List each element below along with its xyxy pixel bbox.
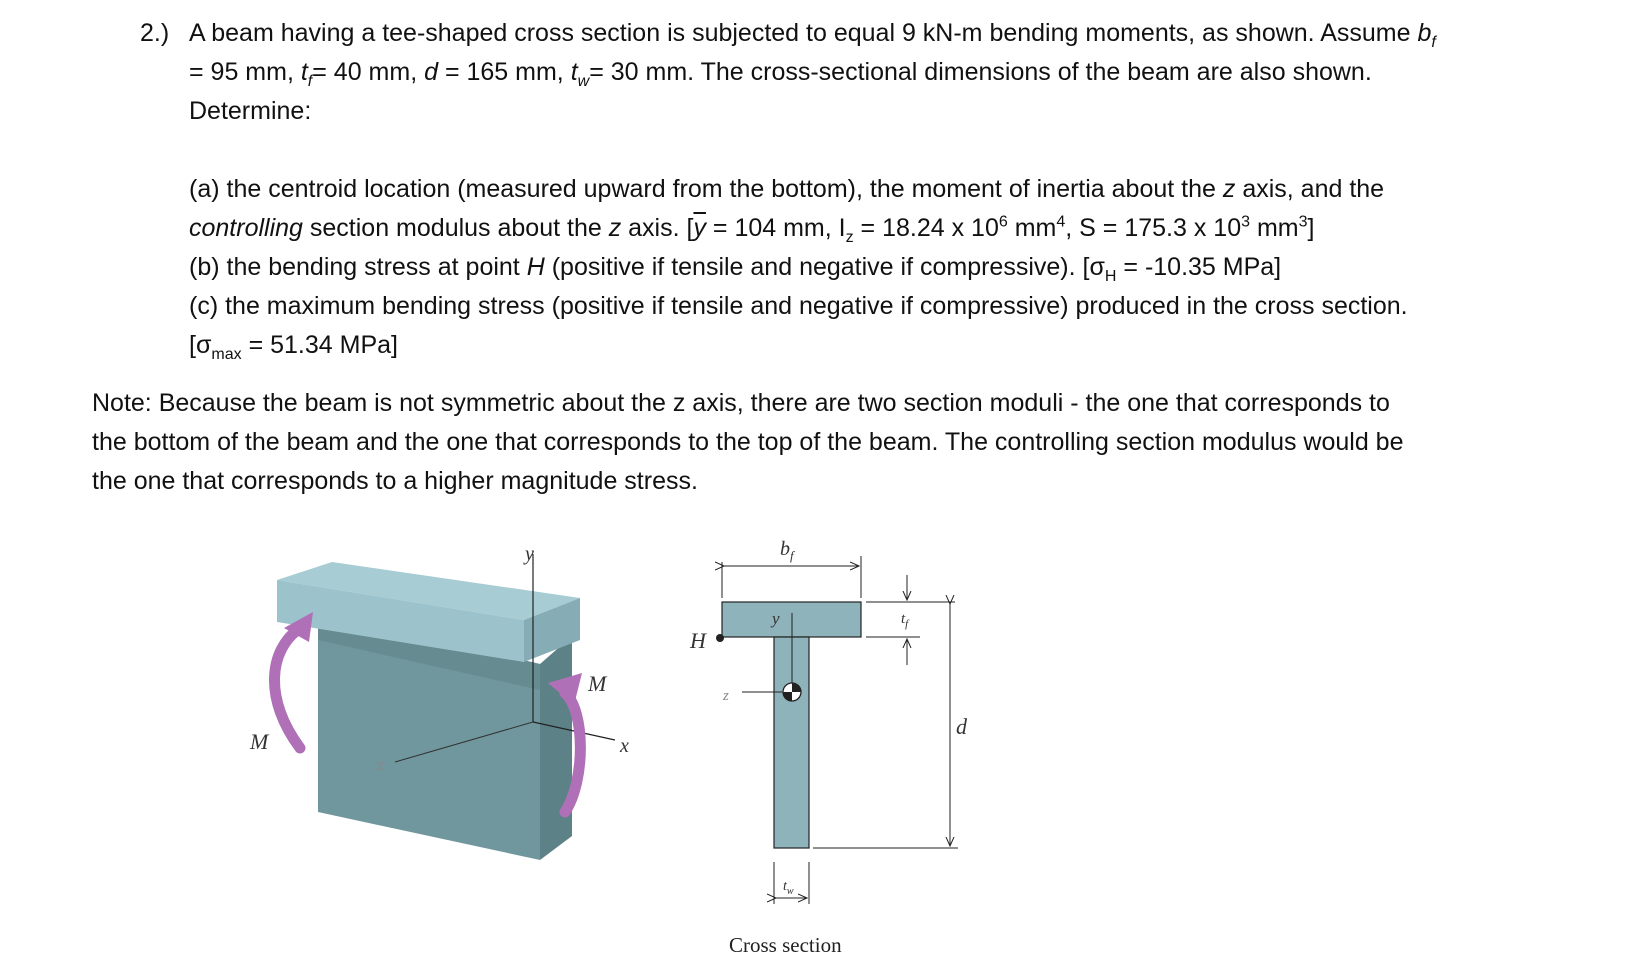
intro-line-1: A beam having a tee-shaped cross section is subjected to equal 9 kN-m bending moments, as shown. Assume $b_f$ — [189, 19, 1436, 51]
section-y-label: y — [772, 609, 780, 628]
moment-label-right: M — [588, 671, 607, 696]
note-line-1: Note: Because the beam is not symmetric about the z axis, there are two section moduli - the one that corresponds to — [92, 389, 1390, 417]
moment-arrow-left — [274, 628, 300, 748]
part-c-line-2: [$\sigma_{max} = 51.34$ MPa] — [189, 331, 398, 363]
note-line-2: the bottom of the beam and the one that corresponds to the top of the beam. The controlling section modulus would be — [92, 428, 1404, 456]
section-z-label: z — [723, 688, 729, 704]
cross-section-caption: Cross section — [729, 933, 842, 957]
part-c-line-1: (c) the maximum bending stress (positive if tensile and negative if compressive) produced in the cross section. — [189, 292, 1408, 320]
beam-y-label: y — [525, 543, 534, 565]
problem-number: 2.) — [140, 19, 170, 47]
intro-line-2: = 95 mm, $t_f= 40$ mm, d = 165 mm, $t_w= 30$ mm. The cross-sectional dimensions of the beam are also shown. — [189, 58, 1372, 90]
tw-label: $t_w$ — [783, 879, 794, 897]
part-b: (b) the bending stress at point H (positive if tensile and negative if compressive). [$\sigma_H = -10.35$ MPa] — [189, 253, 1282, 285]
intro-line-3: Determine: — [189, 97, 312, 125]
moment-label-left: M — [250, 729, 269, 754]
part-a-line-2: controlling section modulus about the z axis. [$\overline{y} = 104$ mm, $I_z = 18.24$ x $10^6$ $mm^4$, S = 175.3 x $10^3$ $mm^3$] — [189, 213, 1315, 246]
cross-section — [716, 556, 958, 904]
d-label: d — [956, 714, 967, 739]
bf-label: $b_f$ — [780, 538, 794, 563]
tf-label: $t_f$ — [901, 611, 909, 630]
h-label: H — [690, 628, 706, 653]
note-line-3: the one that corresponds to a higher magnitude stress. — [92, 467, 698, 495]
part-a-line-1: (a) the centroid location (measured upward from the bottom), the moment of inertia about the z axis, and the — [189, 175, 1385, 203]
point-h-dot — [716, 634, 724, 642]
beam-web-side — [540, 636, 572, 860]
beam-z-label: z — [377, 755, 384, 774]
beam-3d — [274, 554, 615, 860]
beam-x-label: x — [620, 735, 629, 757]
